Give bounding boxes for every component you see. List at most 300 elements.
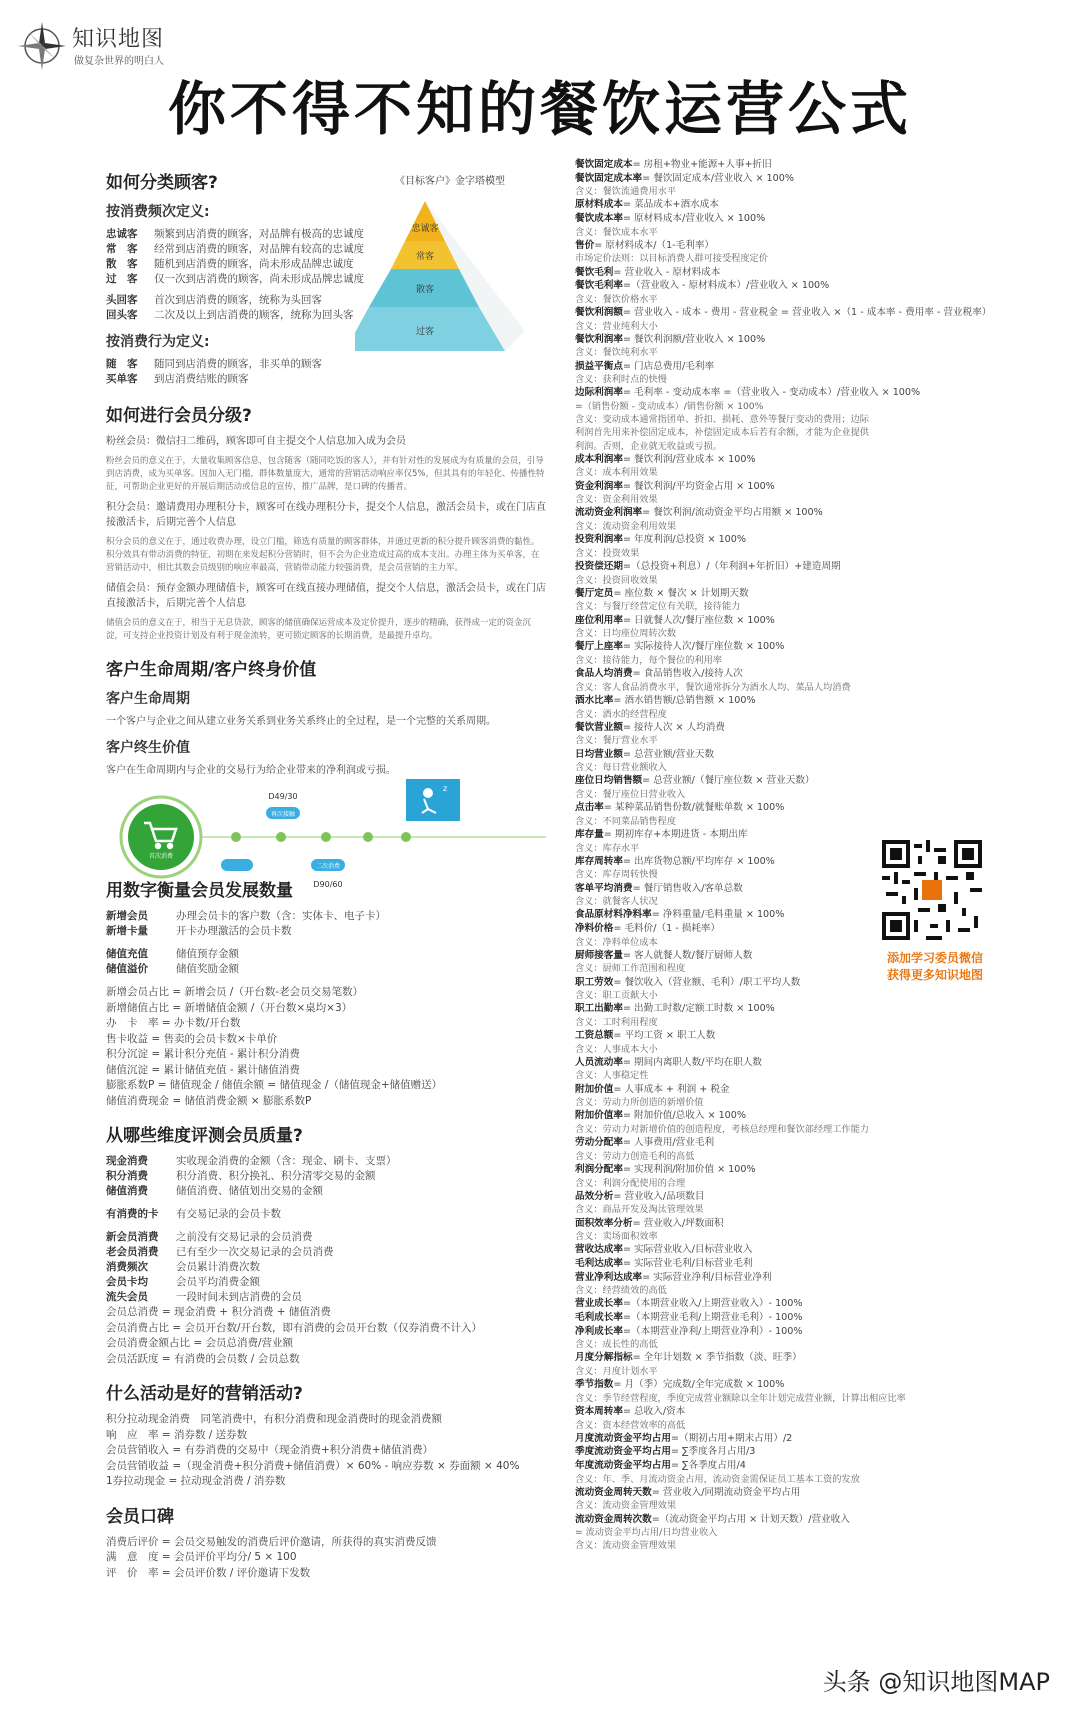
- page-title: 你不得不知的餐饮运营公式: [167, 75, 912, 143]
- pyramid-label-1: 忠诚客: [411, 224, 439, 234]
- formula-name: 营收达成率: [575, 1244, 623, 1256]
- formula-meaning: 含义：工时利用程度: [575, 1016, 658, 1028]
- formula-meaning: 含义：餐饮纯利水平: [575, 347, 658, 359]
- definition-term: 流失会员: [106, 1291, 148, 1303]
- formula-name: 月度分解指标: [575, 1352, 633, 1364]
- formula-name: 座位利用率: [575, 614, 623, 626]
- subsection-heading: 按消费行为定义:: [106, 334, 210, 350]
- formula-expression: =（本期营业净利/上期营业净利）- 100%: [622, 1325, 803, 1337]
- formula-meaning: 含义：资金利用效果: [575, 494, 658, 506]
- formula-meaning: 含义：变动成本通常指团单、折扣、损耗、意外等餐厅变动的费用；边际利润首先用来补偿固定成本，补偿固定成本后若有余额，才能为企业提供利润。否则，企业就无收益或亏损。: [575, 414, 869, 452]
- definition-text: 频繁到店消费的顾客，对品牌有极高的忠诚度: [154, 228, 364, 240]
- formula-name: 投资利润率: [575, 534, 623, 546]
- subsection-heading: 客户生命周期: [106, 691, 190, 707]
- definition-row: [106, 1154, 546, 1169]
- formula-name: 厨师接客量: [575, 949, 623, 961]
- churn-box: [406, 779, 460, 821]
- formula-name: 利润分配率: [575, 1164, 623, 1176]
- definition-text: 储值奖励金额: [176, 963, 239, 975]
- label-d4930: D49/30: [268, 792, 298, 801]
- formula-line: [575, 1002, 1015, 1016]
- formula-line: [575, 748, 1015, 762]
- formula-line: 会员消费占比 = 会员开台数/开台数，即有消费的会员开台数（仅券消费不计入）: [106, 1321, 483, 1334]
- pyramid-label-4: 过客: [415, 327, 435, 337]
- formula-meaning: 含义：接待能力，每个餐位的利用率: [575, 654, 722, 666]
- definition-term: 储值溢价: [106, 963, 148, 975]
- formula-line: [575, 1405, 1015, 1419]
- formula-line: 消费后评价 = 会员交易触发的消费后评价邀请，所获得的真实消费反馈: [106, 1535, 437, 1548]
- subsection-heading: 客户终生价值: [106, 740, 190, 756]
- formula-expression: = 接待人次 × 人均消费: [622, 721, 725, 733]
- formula-line: 新增储值占比 = 新增储值金额 /（开台数×桌均×3）: [106, 1001, 353, 1014]
- formula-line: [575, 1109, 1015, 1123]
- formula-expression: = 实际营业收入/目标营业收入: [622, 1244, 753, 1256]
- formula-expression: = 净料重量/毛料重量 × 100%: [651, 909, 785, 921]
- digit-rows: [106, 909, 546, 939]
- formula-name: 餐厅上座率: [575, 641, 623, 653]
- formula-line: 办 卡 率 = 办卡数/开台数: [106, 1017, 241, 1029]
- formula-meaning: 含义：流动资金利用效果: [575, 520, 677, 532]
- formula-meaning: 含义：经营绩效的高低: [575, 1285, 667, 1297]
- formula-line: [575, 1136, 1015, 1150]
- formula-name: 季节指数: [575, 1379, 614, 1391]
- formula-name: 投资偿还期: [575, 560, 623, 572]
- tag-third: 二次消费: [315, 863, 341, 870]
- subsection-heading: 按消费频次定义:: [106, 204, 210, 220]
- definition-text: 储值消费、储值划出交易的金额: [176, 1185, 323, 1197]
- formula-name: 售价: [575, 239, 595, 251]
- quality-rows: [106, 1154, 546, 1199]
- definition-term: 头回客: [106, 294, 138, 306]
- formula-expression: = 门店总费用/毛利率: [622, 360, 715, 372]
- definition-term: 新增卡量: [106, 925, 148, 937]
- formula-line: 会员营销收入 = 有券消费的交易中（现金消费+积分消费+储值消费）: [106, 1444, 434, 1456]
- pyramid-label-3: 散客: [415, 285, 435, 295]
- definition-text: 已有至少一次交易记录的会员消费: [176, 1246, 334, 1258]
- formula-expression: =（流动资金平均占用 × 计划天数）/营业收入: [651, 1513, 850, 1525]
- formula-meaning: 含义：劳动力所创造的新增价值: [575, 1097, 704, 1109]
- formula-expression: =（总投资+利息）/（年利润+年折旧）+建造周期: [622, 560, 841, 572]
- formula-expression: = 出库货物总额/平均库存 × 100%: [622, 855, 775, 867]
- formula-line: [575, 1311, 1015, 1325]
- left-lower-column: [106, 866, 546, 1581]
- formula-line: [575, 212, 1015, 226]
- formula-meaning: 含义：商品开发及淘汰管理效果: [575, 1204, 704, 1216]
- formula-line: 响 应 率 = 消券数 / 送券数: [106, 1428, 248, 1441]
- definition-row: [106, 962, 546, 977]
- definition-term: 常 客: [106, 243, 138, 255]
- formula-meaning: 含义：酒水的经营程度: [575, 708, 667, 720]
- formula-expression: =（本期营业毛利/上期营业毛利）- 100%: [622, 1312, 803, 1324]
- formula-meaning: 含义：每日营业额收入: [575, 762, 667, 774]
- formula-expression: = 实际营业毛利/目标营业毛利: [622, 1258, 753, 1270]
- formula-line: [575, 1351, 1015, 1365]
- formula-meaning: 含义：餐饮流通费用水平: [575, 186, 677, 198]
- formula-name: 月度流动资金平均占用: [575, 1432, 671, 1444]
- wom-formulas: [106, 1535, 546, 1582]
- formula-expression: = 餐厅销售收入/客单总数: [632, 882, 743, 894]
- formula-expression: = 客人就餐人数/餐厅厨师人数: [622, 949, 753, 961]
- formula-name: 餐厅定员: [575, 587, 614, 599]
- formula-meaning: 含义：日均座位周转次数: [575, 628, 677, 640]
- formula-expression: = 实现利润/附加价值 × 100%: [622, 1164, 756, 1176]
- formula-line: [575, 774, 1015, 788]
- definition-term: 老会员消费: [106, 1246, 159, 1258]
- definition-text: 一段时间未到店消费的会员: [176, 1291, 302, 1303]
- formula-meaning: 含义：劳动力创造毛利的高低: [575, 1150, 695, 1162]
- formula-expression: = 餐饮利润额/营业收入 × 100%: [622, 333, 766, 345]
- formula-expression: = ∑季度各月占用/3: [670, 1446, 756, 1458]
- formula-expression: = 附加价值/总收入 × 100%: [622, 1110, 747, 1122]
- formula-meaning: 含义：库存水平: [575, 842, 640, 854]
- formula-meaning: 含义：劳动力对新增价值的创造程度，考核总经理和餐饮部经理工作能力: [575, 1124, 869, 1136]
- quality-formulas: [106, 1305, 546, 1367]
- formula-meaning: 含义：成本利用效果: [575, 467, 658, 479]
- formula-name: 季度流动资金平均占用: [575, 1446, 671, 1458]
- formula-meaning: 含义：营业纯利大小: [575, 320, 658, 332]
- formula-meaning: 含义：流动资金管理效果: [575, 1500, 677, 1512]
- stored-value-member-text: 储值会员：预存金额办理储值卡，顾客可在线直接办理储值，提交个人信息，激活会员卡，或在门店直接激活卡，后期完善个人信息: [106, 583, 546, 609]
- formula-expression: = 期初库存+本期进货 - 本期出库: [603, 828, 748, 840]
- formula-name: 损益平衡点: [575, 360, 623, 372]
- formula-expression: = 人事费用/营业毛利: [622, 1137, 715, 1149]
- formula-meaning: 含义：餐厅营业水平: [575, 735, 658, 747]
- formula-name: 品效分析: [575, 1190, 614, 1202]
- formula-line: [575, 1190, 1015, 1204]
- formula-name: 年度流动资金平均占用: [575, 1460, 671, 1472]
- formula-expression: = 餐饮利润/营业成本 × 100%: [622, 453, 756, 465]
- formula-line: [575, 533, 1015, 547]
- formula-expression: = 某种菜品销售份数/就餐账单数 × 100%: [603, 802, 785, 814]
- formula-name: 餐饮成本率: [575, 212, 623, 224]
- section-heading: 用数字衡量会员发展数量: [106, 881, 293, 901]
- formula-line: 会员营销收益 =（现金消费+积分消费+储值消费）× 60% - 响应券数 × 券面额 × 40%: [106, 1459, 520, 1472]
- stored-value-member-detail: 储值会员的意义在于，相当于无息贷款，顾客的储值确保运营成本及定价提升，逐步的精确，获得成一定的资金沉淀，可支持企业投资计划及有利于现金流转，更可锁定顾客的长期消费，是最提升卓均。: [106, 618, 532, 641]
- formula-expression: = 营业收入/品项数目: [613, 1190, 705, 1202]
- points-member-text: 积分会员：邀请费用办理积分卡，顾客可在线办理积分卡，提交个人信息，激活会员卡，或在门店直接激活卡，后期完善个人信息: [106, 502, 546, 528]
- formula-meaning: 含义：利润分配使用的合理: [575, 1177, 686, 1189]
- fan-member-detail: 粉丝会员的意义在于，大量收集顾客信息，包含随客（随同吃饭的客人），并有针对性的发展成为有质量的会员，引导到店消费，成为买单客。因加入无门槛，群体数量庞大，通常的营销活动响应率仅5%，但其具有的年轻化、传播性特征，可帮助企业更好的开展后期活动或信息的宣传，推广品牌，是口碑的传播者。: [106, 456, 545, 492]
- qr-code: [882, 840, 982, 940]
- formula-line: 储值消费现金 = 储值消费金额 × 膨胀系数P: [106, 1094, 312, 1107]
- formula-meaning: 含义：年、季、月流动资金占用，流动资金需保证员工基本工资的发放: [575, 1473, 860, 1485]
- formula-name: 日均营业额: [575, 748, 623, 760]
- formula-expression: = 原材料成本/营业收入 × 100%: [622, 212, 766, 224]
- formula-line: [575, 1432, 1015, 1446]
- formula-name: 资本周转率: [575, 1406, 623, 1418]
- formula-expression: = 总收入/资本: [622, 1406, 686, 1418]
- definition-text: 随同到店消费的顾客，非买单的顾客: [154, 358, 322, 370]
- formula-name: 餐饮利润率: [575, 333, 623, 345]
- formula-name: 营业成长率: [575, 1298, 623, 1310]
- quality-rows: [106, 1230, 546, 1305]
- formula-line: 售卡收益 = 售卖的会员卡数×卡单价: [106, 1032, 278, 1045]
- cart-circle: [128, 804, 194, 870]
- formula-expression: = 餐饮收入（营业额、毛利）/职工平均人数: [613, 976, 801, 988]
- formula-name: 座位日均销售额: [575, 775, 643, 787]
- formula-meaning: 含义：不同菜品销售程度: [575, 815, 677, 827]
- definition-row: [106, 1245, 546, 1260]
- formula-line: [575, 801, 1015, 815]
- section-heading: 如何进行会员分级?: [106, 406, 252, 426]
- formula-line: [575, 1243, 1015, 1257]
- formula-name: 库存量: [575, 828, 604, 840]
- definition-text: 二次及以上到店消费的顾客，统称为回头客: [154, 309, 354, 321]
- formula-line: [575, 1271, 1015, 1285]
- digit-formulas: [106, 985, 546, 1109]
- formula-expression: = 食品销售收入/接待人次: [632, 668, 743, 680]
- formula-line: [575, 386, 1015, 400]
- formula-expression: = 菜品成本+酒水成本: [622, 199, 719, 211]
- logo-name: 知识地图: [72, 27, 165, 52]
- formula-expression: = 人事成本 + 利润 + 税金: [613, 1083, 730, 1095]
- formula-line: 满 意 度 = 会员评价平均分/ 5 × 100: [106, 1551, 297, 1563]
- definition-term: 新会员消费: [106, 1231, 159, 1243]
- section-heading: 如何分类顾客?: [106, 173, 218, 193]
- formula-name: 劳动分配率: [575, 1137, 623, 1149]
- formula-line: [575, 1297, 1015, 1311]
- formula-expression: = 座位数 × 餐次 × 计划期天数: [613, 587, 749, 599]
- formula-line: [575, 453, 1015, 467]
- formula-meaning: 含义：资本经营效率的高低: [575, 1419, 686, 1431]
- tag-second: 再次接触: [270, 811, 296, 818]
- formula-name: 流动资金利润率: [575, 507, 643, 519]
- formula-expression: = 营业收入/坪数面积: [632, 1217, 724, 1229]
- formula-name: 边际利润率: [575, 387, 623, 399]
- formula-expression: = 餐饮固定成本/营业收入 × 100%: [642, 172, 794, 184]
- formula-line: [575, 1083, 1015, 1097]
- formula-meaning: 含义：职工贡献大小: [575, 990, 658, 1002]
- formula-line: [575, 1459, 1015, 1473]
- tag-first: 首次消费: [148, 853, 174, 860]
- section-heading: 什么活动是好的营销活动?: [106, 1384, 303, 1404]
- formula-expression: =（期初占用+期末占用）/2: [670, 1432, 793, 1444]
- formula-name: 流动资金周转天数: [575, 1486, 652, 1498]
- definition-row: [106, 372, 546, 387]
- formula-name: 点击率: [575, 802, 604, 814]
- formula-expression: = 总营业额/营业天数: [622, 748, 715, 760]
- formula-expression: = 总营业额/（餐厅座位数 × 营业天数）: [642, 775, 815, 787]
- formula-line: 1券拉动现金 = 拉动现金消费 / 消券数: [106, 1475, 286, 1487]
- formula-name: 餐饮固定成本: [575, 159, 633, 170]
- formula-line: [575, 239, 1015, 253]
- formula-meaning: 含义：获利时点的快慢: [575, 374, 667, 386]
- formula-meaning: 含义：月度计划水平: [575, 1366, 658, 1378]
- formula-line: [575, 614, 1015, 628]
- svg-text:z: z: [443, 784, 448, 793]
- formula-name: 餐饮毛利率: [575, 280, 623, 292]
- formula-line: [575, 667, 1015, 681]
- formula-expression: = 实际接待人次/餐厅座位数 × 100%: [622, 641, 785, 653]
- formula-name: 餐饮毛利: [575, 266, 614, 278]
- definition-term: 随 客: [106, 358, 138, 370]
- definition-term: 储值充值: [106, 948, 148, 960]
- formula-meaning: 含义：流动资金管理效果: [575, 1540, 677, 1552]
- formula-name: 酒水比率: [575, 694, 614, 706]
- formula-name: 餐饮固定成本率: [575, 172, 643, 184]
- definition-term: 过 客: [106, 273, 138, 285]
- formula-name: 流动资金周转次数: [575, 1513, 652, 1525]
- definition-row: [106, 1184, 546, 1199]
- formula-line: 积分沉淀 = 累计积分充值 - 累计积分消费: [106, 1048, 300, 1060]
- formula-expression: = 出勤工时数/定额工时数 × 100%: [622, 1003, 775, 1015]
- formula-line: 会员活跃度 = 有消费的会员数 / 会员总数: [106, 1352, 300, 1365]
- definition-text: 仅一次到店消费的顾客，尚未形成品牌忠诚度: [154, 273, 364, 285]
- definition-row: [106, 947, 546, 962]
- formula-expression: = 原材料成本/（1-毛利率）: [594, 239, 715, 251]
- formula-expression: = 毛利率 - 变动成本率 =（营业收入 - 变动成本）/营业收入 × 100%: [622, 387, 921, 399]
- definition-text: 之前没有交易记录的会员消费: [176, 1231, 313, 1243]
- formula-name: 餐饮营业额: [575, 721, 623, 733]
- formula-line: [575, 1163, 1015, 1177]
- formula-expression: = 营业收入/同期流动资金平均占用: [651, 1486, 801, 1498]
- formula-expression: = 月（季）完成数/全年完成数 × 100%: [613, 1379, 785, 1391]
- formula-meaning: =（销售份额 - 变动成本）/销售份额 × 100%: [575, 400, 764, 412]
- formula-meaning: 含义：餐饮价格水平: [575, 293, 658, 305]
- definition-text: 会员平均消费金额: [176, 1276, 260, 1288]
- formula-meaning: 含义：季节经营程度，季度完成营业额除以全年计划完成营业额，计算出相应比率: [575, 1392, 906, 1404]
- definition-term: 散 客: [106, 258, 138, 270]
- formula-line: [575, 198, 1015, 212]
- formula-name: 营业净利达成率: [575, 1271, 643, 1283]
- definition-text: 实收现金消费的金额（含：现金、刷卡、支票）: [176, 1155, 397, 1167]
- formula-line: [575, 1257, 1015, 1271]
- formula-name: 餐饮利润额: [575, 306, 623, 318]
- formula-expression: = 平均工资 × 职工人数: [613, 1030, 716, 1042]
- formula-name: 毛利成长率: [575, 1312, 623, 1324]
- formula-expression: = 毛料价/（1 - 损耗率）: [613, 922, 721, 934]
- formula-meaning: 含义：卖场面积效率: [575, 1231, 658, 1243]
- definition-row: [106, 1169, 546, 1184]
- formula-line: [575, 158, 1015, 172]
- formula-line: [575, 1029, 1015, 1043]
- formula-line: [575, 360, 1015, 374]
- definition-row: [106, 1290, 546, 1305]
- logo-tagline: 做复杂世界的明白人: [74, 56, 164, 67]
- points-member-detail: 积分会员的意义在于，通过收费办理，设立门槛，筛选有质量的顾客群体，并通过更新的积分提升顾客消费的黏性。积分效具有带动消费的特征，初期在来发起积分营销时，但不会为企业造成过高的成本支出。办理主体为买单客，在营销活动中，相比其数会员级别的响应率最高，营销带动能力较强消费，是会员营销的主力军。: [106, 537, 540, 573]
- definition-text: 首次到店消费的顾客，统称为头回客: [154, 294, 322, 306]
- formula-expression: =（营业收入 - 原材料成本）/营业收入 × 100%: [622, 280, 830, 292]
- lifetime-value-text: 客户在生命周期内与企业的交易行为给企业带来的净利润或亏损。: [106, 765, 396, 776]
- formula-expression: = 日就餐人次/餐厅座位数 × 100%: [622, 614, 775, 626]
- formula-name: 工资总额: [575, 1030, 614, 1042]
- section-heading: 从哪些维度评测会员质量?: [106, 1126, 303, 1146]
- definition-text: 有交易记录的会员卡数: [176, 1208, 281, 1220]
- formula-meaning: 含义：餐厅座位日营业收入: [575, 788, 686, 800]
- formula-name: 附加价值率: [575, 1110, 623, 1122]
- formula-meaning: 含义：净料单位成本: [575, 936, 658, 948]
- formula-line: [575, 640, 1015, 654]
- definition-term: 回头客: [106, 309, 138, 321]
- formula-line: [575, 279, 1015, 293]
- definition-term: 买单客: [106, 373, 138, 385]
- lifecycle-text: 一个客户与企业之间从建立业务关系到业务关系终止的全过程，是一个完整的关系周期。: [106, 716, 496, 727]
- formula-line: [575, 1486, 1015, 1500]
- formula-expression: = 房租+物业+能源+人事+折旧: [632, 159, 772, 170]
- formula-line: [575, 266, 1015, 280]
- formula-name: 成本利润率: [575, 453, 623, 465]
- formula-line: [575, 306, 1015, 320]
- formula-expression: = 营业收入 - 原材料成本: [613, 266, 721, 278]
- definition-text: 会员累计消费次数: [176, 1261, 260, 1273]
- formula-expression: = 营业收入 - 成本 - 费用 - 营业税金 = 营业收入 ×（1 - 成本率 - 费用率 - 营业税率）: [622, 306, 992, 318]
- formula-expression: = 餐饮利润/流动资金平均占用额 × 100%: [642, 507, 823, 519]
- formula-meaning: 含义：投资效果: [575, 547, 640, 559]
- formula-meaning: 含义：就餐客人状况: [575, 896, 658, 908]
- formula-line: [575, 1513, 1015, 1527]
- formula-line: [575, 721, 1015, 735]
- formula-line: [575, 1378, 1015, 1392]
- definition-term: 现金消费: [106, 1155, 148, 1167]
- formula-line: [575, 1217, 1015, 1231]
- definition-term: 忠诚客: [106, 228, 138, 240]
- formula-meaning: 含义：投资回收效果: [575, 574, 658, 586]
- formula-line: [575, 694, 1015, 708]
- formula-name: 食品人均消费: [575, 668, 633, 680]
- formula-expression: = 实际营业净利/目标营业净利: [642, 1271, 772, 1283]
- formula-name: 库存周转率: [575, 855, 623, 867]
- formula-line: [575, 560, 1015, 574]
- formula-line: 储值沉淀 = 累计储值充值 - 累计储值消费: [106, 1063, 300, 1076]
- digit-rows: [106, 947, 546, 977]
- qr-center-logo: [922, 880, 942, 900]
- definition-row: [106, 909, 546, 924]
- definition-text: 随机到店消费的顾客，尚未形成品牌忠诚度: [154, 258, 354, 270]
- definition-row: [106, 1207, 546, 1222]
- definition-term: 消费频次: [106, 1261, 148, 1273]
- formula-line: 会员总消费 = 现金消费 + 积分消费 + 储值消费: [106, 1306, 331, 1318]
- formula-line: [575, 506, 1015, 520]
- formula-name: 人员流动率: [575, 1056, 623, 1068]
- formula-line: [575, 172, 1015, 186]
- formula-expression: = 全年计划数 × 季节指数（淡、旺季）: [632, 1352, 802, 1364]
- label-d9060: D90/60: [313, 880, 343, 889]
- definition-text: 开卡办理激活的会员卡数: [176, 925, 292, 937]
- formula-name: 职工劳效: [575, 976, 614, 988]
- definition-row: [106, 924, 546, 939]
- qr-caption: 添加学习委员微信 获得更多知识地图: [886, 951, 983, 982]
- formula-meaning: = 流动资金平均占用/日均营业收入: [575, 1527, 718, 1539]
- formula-line: 积分拉动现金消费 同笔消费中，有积分消费和现金消费时的现金消费额: [106, 1413, 442, 1425]
- formula-line: 新增会员占比 = 新增会员 /（开台数-老会员交易笔数）: [106, 986, 364, 998]
- quality-rows: [106, 1207, 546, 1222]
- definition-term: 会员卡均: [106, 1276, 148, 1288]
- formula-line: 会员消费金额占比 = 会员总消费/营业额: [106, 1337, 294, 1349]
- formula-meaning: 含义：餐饮成本水平: [575, 226, 658, 238]
- marketing-formulas: [106, 1412, 546, 1490]
- definition-term: 积分消费: [106, 1170, 148, 1182]
- formula-line: [575, 1056, 1015, 1070]
- formula-expression: = 期间内离职人数/平均在职人数: [622, 1056, 763, 1068]
- definition-text: 到店消费结账的顾客: [154, 373, 249, 385]
- formula-name: 净料价格: [575, 922, 614, 934]
- formula-meaning: 含义：与餐厅经营定位有关联，接待能力: [575, 601, 741, 613]
- definition-text: 积分消费、积分换礼、积分清零交易的金额: [176, 1170, 376, 1182]
- formula-name: 职工出勤率: [575, 1003, 623, 1015]
- formula-name: 毛利达成率: [575, 1258, 623, 1270]
- pyramid-title: 《目标客户》金字塔模型: [395, 176, 505, 187]
- definition-text: 经常到店消费的顾客，对品牌有较高的忠诚度: [154, 243, 364, 255]
- pyramid-graphic: [355, 191, 535, 361]
- pyramid-diagram: [355, 172, 535, 362]
- formula-line: 膨胀系数P = 储值现金 / 储值余额 = 储值现金 /（储值现金+储值赠送）: [106, 1079, 443, 1091]
- formula-line: [575, 587, 1015, 601]
- formula-name: 面积效率分析: [575, 1217, 633, 1229]
- formula-line: [575, 1325, 1015, 1339]
- definition-term: 有消费的卡: [106, 1208, 159, 1220]
- formula-meaning: 含义：库存周转快慢: [575, 869, 658, 881]
- definition-text: 办理会员卡的客户数（含：实体卡、电子卡）: [176, 910, 386, 922]
